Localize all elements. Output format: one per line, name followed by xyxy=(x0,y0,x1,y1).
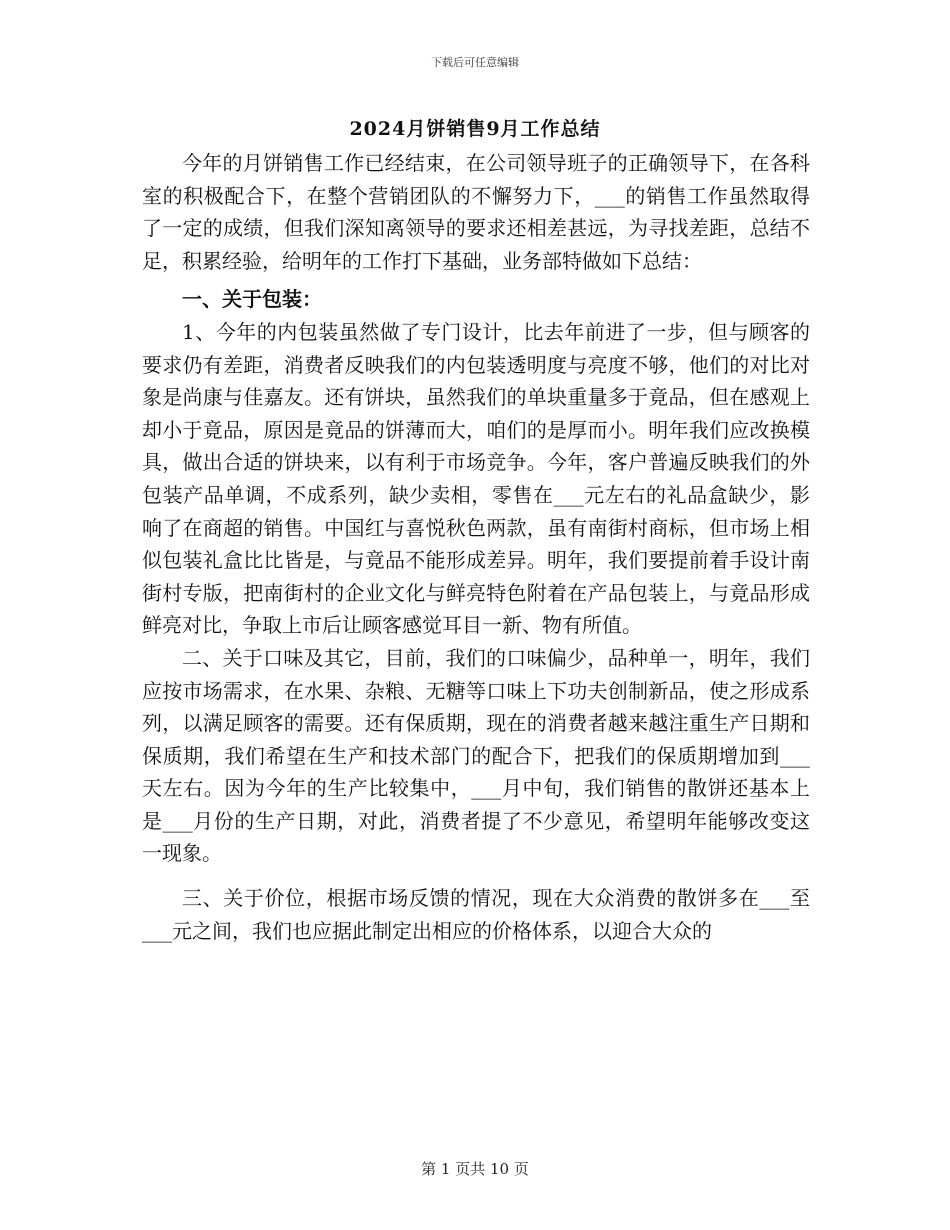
page-header-note: 下载后可任意编辑 xyxy=(431,56,519,69)
page-footer-number: 第 1 页共 10 页 xyxy=(421,1160,529,1178)
section-heading-packaging: 一、关于包装： xyxy=(182,287,322,312)
paragraph-flavor: 二、关于口味及其它，目前，我们的口味偏少，品种单一，明年，我们应按市场需求，在水果、杂粮、无糖等口味上下功夫创制新品，使之形成系列，以满足顾客的需要。还有保质期，现在的消费者越来越注重生产日期和保质期，我们希望在生产和技术部门的配合下，把我们的保质期增加到___天左右。因为今年的生产比较集中，___月中旬，我们销售的散饼还基本上是___月份的生产日期，对此，消费者提了不少意见，希望明年能够改变这一现象。 xyxy=(142,645,810,866)
document-title: 2024月饼销售9月工作总结 xyxy=(349,118,601,140)
document-body xyxy=(142,147,810,947)
paragraph-price: 三、关于价位，根据市场反馈的情况，现在大众消费的散饼多在___至___元之间，我们也应据此制定出相应的价格体系，以迎合大众的 xyxy=(142,886,810,943)
paragraph-packaging: 1、今年的内包装虽然做了专门设计，比去年前进了一步，但与顾客的要求仍有差距，消费者反映我们的内包装透明度与亮度不够，他们的对比对象是尚康与佳嘉友。还有饼块，虽然我们的单块重量多于竟品，但在感观上却小于竟品，原因是竟品的饼薄而大，咱们的是厚而小。明年我们应改换模具，做出合适的饼块来，以有利于市场竞争。今年，客户普遍反映我们的外包装产品单调，不成系列，缺少卖相，零售在___元左右的礼品盒缺少，影响了在商超的销售。中国红与喜悦秋色两款，虽有南街村商标，但市场上相似包装礼盒比比皆是，与竟品不能形成差异。明年，我们要提前着手设计南街村专版，把南街村的企业文化与鲜亮特色附着在产品包装上，与竟品形成鲜亮对比，争取上市后让顾客感觉耳目一新、物有所值。 xyxy=(142,319,810,638)
paragraph-intro: 今年的月饼销售工作已经结束，在公司领导班子的正确领导下，在各科室的积极配合下，在整个营销团队的不懈努力下，___的销售工作虽然取得了一定的成绩，但我们深知离领导的要求还相差甚远，为寻找差距，总结不足，积累经验，给明年的工作打下基础，业务部特做如下总结： xyxy=(142,151,810,273)
